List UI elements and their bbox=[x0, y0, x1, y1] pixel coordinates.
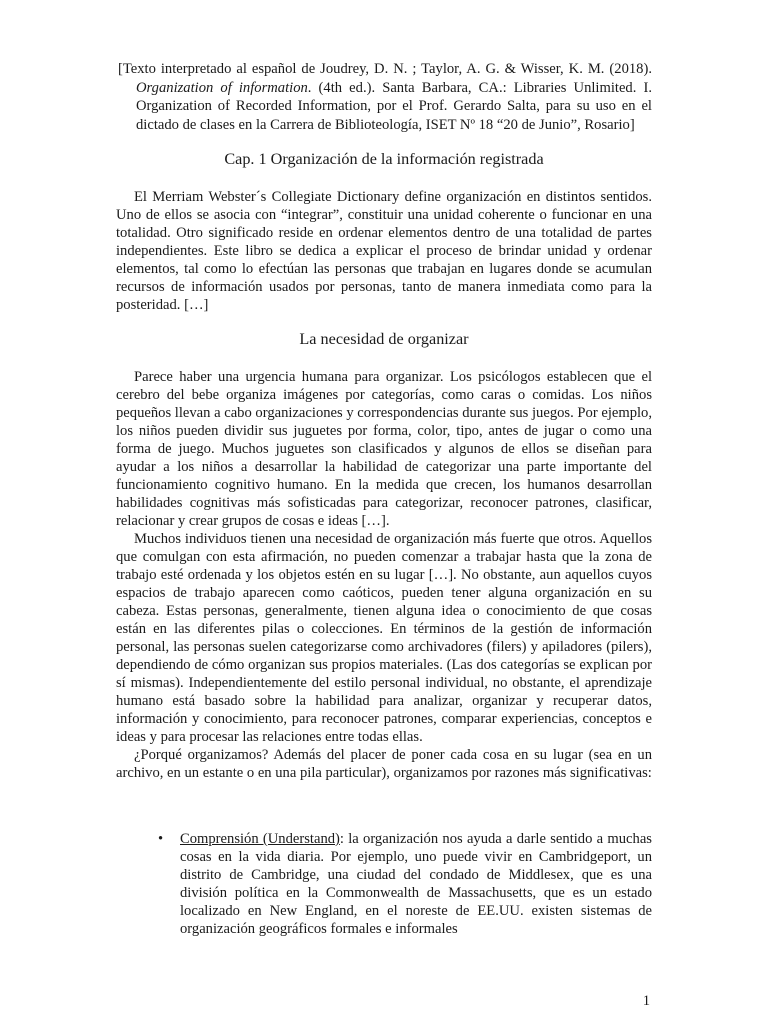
citation-authors: [Texto interpretado al español de Joudrey, D. N. ; Taylor, A. G. & Wisser, K. M. (2018). bbox=[118, 61, 652, 77]
citation-book-title: Organization of information bbox=[136, 79, 308, 96]
body-paragraph-1: Parece haber una urgencia humana para organizar. Los psicólogos establecen que el cerebro del bebe organiza imágenes por categorías, como caras o comidas. Los niños pequeños llevan a cabo organizaciones y correspondencias durante sus juegos. Por ejemplo, los niños pueden dividir sus juguetes por forma, color, tipo, antes de jugar o como una forma de juego. Muchos juguetes son clasificados y algunos de ellos se diseñan para ayudar a los niños a desarrollar la habilidad de categorizar una parte importante del funcionamiento cognitivo humano. En la medida que crecen, los humanos desarrollan habilidades cognitivas más sofisticadas para categorizar, reconocer patrones, clasificar, relacionar y crear grupos de cosas e ideas […]. bbox=[116, 369, 652, 529]
body-paragraph-2: Muchos individuos tienen una necesidad de organización más fuerte que otros. Aquellos que comulgan con esta afirmación, no pueden comenzar a trabajar hasta que la zona de trabajo esté ordenada y los objetos estén en su lugar […]. No obstante, aun aquellos cuyos espacios de trabajo aparecen como caóticos, pueden tener alguna organización en su cabeza. Estas personas, generalmente, tienen alguna idea o conocimiento de que cosas están en las diferentes pilas o colecciones. En términos de la gestión de información personal, las personas suelen categorizarse como archivadores (filers) y apiladores (pilers), dependiendo de cómo organizan sus propios materiales. (Las dos categorías se explican por sí mismas). Independientemente del estilo personal individual, no obstante, el aprendizaje humano está basado sobre la habilidad para analizar, organizar y recuperar datos, información y conocimiento, para reconocer patrones, comparar experiencias, conceptos e ideas y para procesar las relaciones entre todas ellas. bbox=[116, 531, 652, 745]
list-item bbox=[116, 830, 652, 938]
section-title: La necesidad de organizar bbox=[299, 330, 469, 348]
body-paragraph-3: ¿Porqué organizamos? Además del placer de poner cada cosa en su lugar (sea en un archivo, en un estante o en una pila particular), organizamos por razones más significativas: bbox=[116, 747, 652, 781]
page-number: 1 bbox=[642, 993, 650, 1009]
reasons-list bbox=[116, 830, 652, 938]
bullet-term: Comprensión (Understand) bbox=[180, 831, 340, 847]
bullet-text: : la organización nos ayuda a darle sentido a muchas cosas en la vida diaria. Por ejemplo, uno puede vivir en Cambridgeport, un distrito de Cambridge, una ciudad del condado de Middlesex, que es una división política en la Commonwealth de Massachusetts, que es un estado localizado en New England, en el noreste de EE.UU. existen sistemas de organización geográficos formales e informales bbox=[180, 831, 652, 937]
bullet-marker: • bbox=[158, 831, 164, 847]
need-section bbox=[116, 368, 652, 782]
intro-section bbox=[116, 188, 652, 314]
chapter-title: Cap. 1 Organización de la información registrada bbox=[224, 150, 544, 168]
citation-note bbox=[118, 60, 652, 134]
citation-details: . (4th ed.). Santa Barbara, CA.: Libraries Unlimited. I. Organization of Recorded Information, por el Prof. Gerardo Salta, para su uso en el dictado de clases en la Carrera de Biblioteología, ISET Nº 18 “20 de Junio”, Rosario] bbox=[136, 79, 652, 133]
intro-paragraph: El Merriam Webster´s Collegiate Dictionary define organización en distintos sentidos. Uno de ellos se asocia con “integrar”, constituir una unidad coherente o funcionar en una totalidad. Otro significado reside en ordenar elementos dentro de una totalidad de partes independientes. Este libro se dedica a explicar el proceso de brindar unidad y ordenar elementos, tal como lo efectúan las personas que trabajan en lugares donde se acumulan recursos de información usados por personas, tanto de manera inmediata como para la posteridad. […] bbox=[116, 189, 652, 313]
